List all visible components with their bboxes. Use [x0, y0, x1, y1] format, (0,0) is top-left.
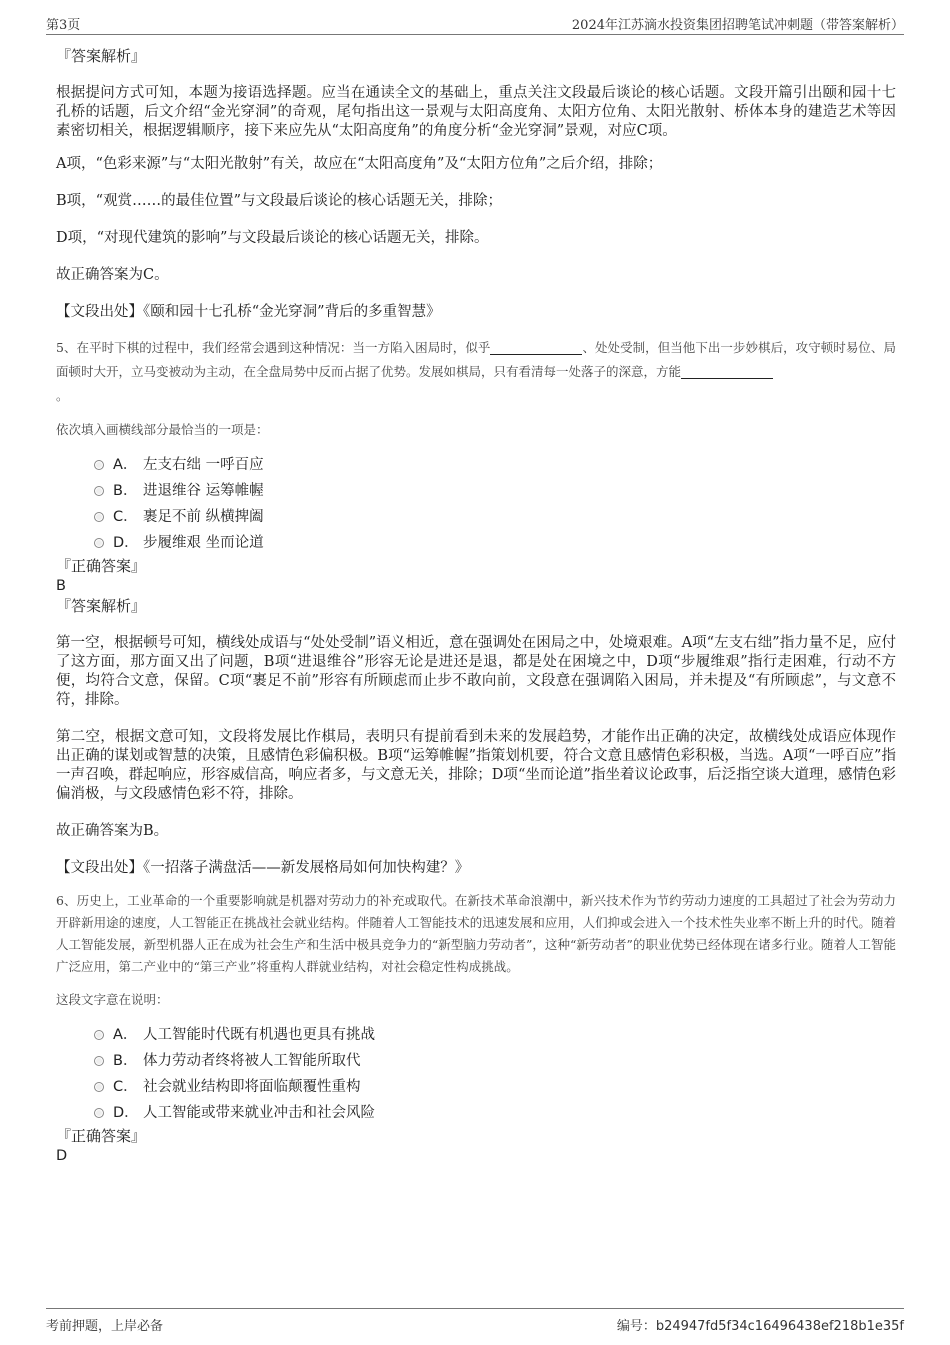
q5-analysis-heading: 『答案解析』 — [56, 597, 147, 615]
q6-option-a[interactable]: A． 人工智能时代既有机遇也更具有挑战 — [94, 1022, 896, 1048]
q5-option-a[interactable]: A． 左支右绌 一呼百应 — [94, 452, 896, 478]
radio-icon[interactable] — [94, 538, 104, 548]
page-content — [56, 46, 896, 1166]
radio-icon[interactable] — [94, 512, 104, 522]
q4-analysis-paragraph-4: D项，“对现代建筑的影响”与文段最后谈论的核心话题无关，排除。 — [56, 230, 489, 246]
q6-option-c[interactable]: C． 社会就业结构即将面临颠覆性重构 — [94, 1074, 896, 1100]
q5-source: 【文段出处】《一招落子满盘活——新发展格局如何加快构建？》 — [56, 860, 470, 876]
q4-source: 【文段出处】《颐和园十七孔桥“金光穿洞”背后的多重智慧》 — [56, 304, 441, 320]
radio-icon[interactable] — [94, 1030, 104, 1040]
q5-analysis-paragraph-1: 第一空，根据顿号可知，横线处成语与“处处受制”语义相近，意在强调处在困局之中，处境艰难。A项“左支右绌”指力量不足，应付了这方面，那方面又出了问题，B项“进退维谷”形容无论是进还是退，都是处在困境之中，D项“步履维艰”指行走困难，行动不方便，均符合文意，保留。C项“裹足不前”形容有所顾虑而止步不敢向前，文段意在强调陷入困局，并未提及“有所顾虑”，与文意不符，排除。 — [56, 635, 896, 708]
page-header — [46, 12, 904, 35]
radio-icon[interactable] — [94, 1056, 104, 1066]
q4-analysis-heading: 『答案解析』 — [56, 47, 147, 65]
q5-answer-heading: 『正确答案』 — [56, 557, 147, 575]
q6-option-b[interactable]: B． 体力劳动者终将被人工智能所取代 — [94, 1048, 896, 1074]
q5-prompt: 依次填入画横线部分最恰当的一项是： — [56, 422, 269, 437]
page-footer — [46, 1308, 904, 1335]
radio-icon[interactable] — [94, 486, 104, 496]
q6-answer-heading: 『正确答案』 — [56, 1127, 147, 1145]
q5-analysis-paragraph-2: 第二空，根据文意可知，文段将发展比作棋局，表明只有提前看到未来的发展趋势，才能作出正确的决定，故横线处成语应体现作出正确的谋划或智慧的决策，且感情色彩偏积极。B项“运筹帷幄”指策划机要，符合文意且感情色彩积极，当选。A项“一呼百应”指一声召唤，群起响应，形容威信高，响应者多，与文意无关，排除；D项“坐而论道”指坐着议论政事，后泛指空谈大道理，感情色彩偏消极，与文段感情色彩不符，排除。 — [56, 729, 896, 802]
q5-stem: 5、在平时下棋的过程中，我们经常会遇到这种情况：当一方陷入困局时，似乎 、处处受制，但当他下出一步妙棋后，攻守顿时易位、局面顿时大开，立马变被动为主动，在全盘局势中反而占据了优势。发展如棋局，只有看清每一处落子的深意，方能 。 — [56, 340, 896, 403]
q4-analysis-paragraph-3: B项，“观赏……的最佳位置”与文段最后谈论的核心话题无关，排除； — [56, 193, 502, 209]
radio-icon[interactable] — [94, 460, 104, 470]
q5-conclusion: 故正确答案为B。 — [56, 823, 169, 839]
q6-stem: 6、历史上，工业革命的一个重要影响就是机器对劳动力的补充或取代。在新技术革命浪潮中，新兴技术作为节约劳动力速度的工具超过了社会为劳动力开辟新用途的速度，人工智能正在挑战社会就业结构。伴随着人工智能技术的迅速发展和应用，人们抑或会进入一个技术性失业率不断上升的时代。随着人工智能发展，新型机器人正在成为社会生产和生活中极具竞争力的“新型脑力劳动者”，这种“新劳动者”的职业优势已经体现在诸多行业。随着人工智能广泛应用，第二产业中的“第三产业”将重构人群就业结构，对社会稳定性构成挑战。 — [56, 893, 896, 974]
q5-option-c[interactable]: C． 裹足不前 纵横捭阖 — [94, 504, 896, 530]
q4-conclusion: 故正确答案为C。 — [56, 267, 169, 283]
q6-option-d[interactable]: D． 人工智能或带来就业冲击和社会风险 — [94, 1100, 896, 1126]
q5-option-b[interactable]: B． 进退维谷 运筹帷幄 — [94, 478, 896, 504]
q4-analysis-paragraph-1: 根据提问方式可知，本题为接语选择题。应当在通读全文的基础上，重点关注文段最后谈论的核心话题。文段开篇引出颐和园十七孔桥的话题，后文介绍“金光穿洞”的奇观，尾句指出这一景观与太阳高度角、太阳方位角、太阳光散射、桥体本身的建造艺术等因素密切相关，根据逻辑顺序，接下来应先从“太阳高度角”的角度分析“金光穿洞”景观，对应C项。 — [56, 85, 896, 139]
page-number: 第3页 — [46, 18, 81, 33]
q5-blank-2 — [681, 364, 773, 379]
footer-slogan: 考前押题，上岸必备 — [46, 1319, 164, 1334]
q4-analysis-paragraph-2: A项，“色彩来源”与“太阳光散射”有关，故应在“太阳高度角”及“太阳方位角”之后介绍，排除； — [56, 156, 663, 172]
radio-icon[interactable] — [94, 1108, 104, 1118]
q6-prompt: 这段文字意在说明： — [56, 992, 169, 1007]
document-title: 2024年江苏滴水投资集团招聘笔试冲刺题（带答案解析） — [571, 18, 904, 33]
document-code: 编号：b24947fd5f34c16496438ef218b1e35f — [616, 1319, 904, 1334]
q5-options — [56, 452, 896, 556]
radio-icon[interactable] — [94, 1082, 104, 1092]
q6-answer: D — [56, 1148, 68, 1164]
q5-blank-1 — [490, 340, 582, 355]
q6-options — [56, 1022, 896, 1126]
q5-answer: B — [56, 578, 66, 594]
q5-option-d[interactable]: D． 步履维艰 坐而论道 — [94, 530, 896, 556]
